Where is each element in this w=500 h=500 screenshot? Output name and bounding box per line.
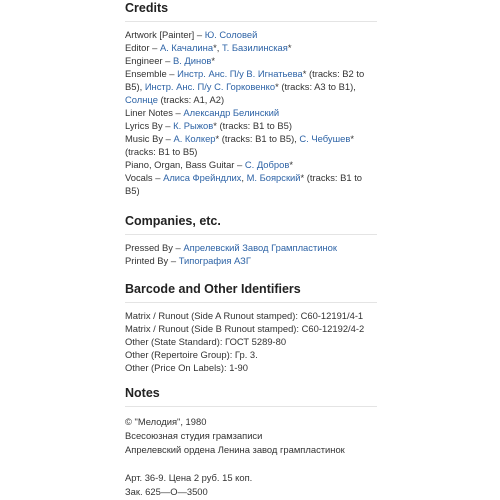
credit-ensemble: Ensemble – Инстр. Анс. П/у В. Игнатьева* (tracks: B2 to (125, 68, 365, 79)
credits-section (125, 0, 377, 197)
barcodes-section (125, 281, 377, 374)
artist-link[interactable]: Инстр. Анс. П/у С. Горковенко (144, 81, 276, 92)
notes-line-blank (125, 457, 377, 471)
credit-piano: Piano, Organ, Bass Guitar – С. Добров* (125, 159, 293, 170)
company-printed: Printed By – Типография АЗГ (125, 255, 251, 266)
artist-link[interactable]: В. Динов (172, 55, 212, 66)
artist-link[interactable]: С. Чебушев (299, 133, 351, 144)
artist-link[interactable]: Т. Базилинская (221, 42, 288, 53)
credit-music-cont: (tracks: B1 to B5) (125, 146, 198, 157)
barcodes-heading: Barcode and Other Identifiers (125, 282, 301, 296)
artist-link[interactable]: М. Боярский (246, 172, 301, 183)
artist-link[interactable]: Ю. Соловей (204, 29, 258, 40)
artist-link[interactable]: А. Колкер (173, 133, 216, 144)
artist-link[interactable]: Инстр. Анс. П/у В. Игнатьева (177, 68, 303, 79)
credit-vocals-cont: B5) (125, 185, 140, 196)
identifier-line: Other (State Standard): ГОСТ 5289-80 (125, 336, 287, 347)
credit-lyrics: Lyrics By – К. Рыжов* (tracks: B1 to B5) (125, 120, 292, 131)
credit-ensemble-cont: Солнце (tracks: A1, A2) (125, 94, 225, 105)
divider (125, 406, 377, 407)
artist-link[interactable]: А. Качалина (159, 42, 214, 53)
company-link[interactable]: Апрелевский Завод Грампластинок (183, 242, 337, 253)
notes-section (125, 385, 377, 499)
identifier-line: Matrix / Runout (Side B Runout stamped): C60-12192/4-2 (125, 323, 365, 334)
identifier-line: Matrix / Runout (Side A Runout stamped): C60-12191/4-1 (125, 310, 364, 321)
notes-line: Апрелевский ордена Ленина завод грампластинок (125, 444, 345, 455)
divider (125, 234, 377, 235)
credit-editor: Editor – А. Качалина*, Т. Базилинская* (125, 42, 292, 53)
artist-link[interactable]: Александр Белинский (183, 107, 280, 118)
notes-heading: Notes (125, 386, 160, 400)
artist-link[interactable]: Алиса Фрейндлих (163, 172, 242, 183)
credit-vocals: Vocals – Алиса Фрейндлих, М. Боярский* (tracks: B1 to (125, 172, 363, 183)
artist-link[interactable]: С. Добров (244, 159, 290, 170)
identifier-line: Other (Repertoire Group): Гр. 3. (125, 349, 258, 360)
notes-line: Всесоюзная студия грамзаписи (125, 430, 263, 441)
companies-section (125, 213, 377, 267)
artist-link[interactable]: К. Рыжов (173, 120, 214, 131)
credit-artwork: Artwork [Painter] – Ю. Соловей (125, 29, 258, 40)
credit-engineer: Engineer – В. Динов* (125, 55, 216, 66)
divider (125, 21, 377, 22)
identifier-line: Other (Price On Labels): 1-90 (125, 362, 248, 373)
company-pressed: Pressed By – Апрелевский Завод Грампластинок (125, 242, 337, 253)
credit-liner-notes: Liner Notes – Александр Белинский (125, 107, 280, 118)
credits-heading: Credits (125, 1, 169, 15)
notes-line: Зак. 625—О—3500 (125, 486, 208, 497)
divider (125, 302, 377, 303)
company-link[interactable]: Типография АЗГ (178, 255, 251, 266)
credit-music: Music By – А. Колкер* (tracks: B1 to B5), С. Чебушев* (125, 133, 354, 144)
credit-ensemble-cont: B5), Инстр. Анс. П/у С. Горковенко* (tracks: A3 to B1), (125, 81, 356, 92)
companies-heading: Companies, etc. (125, 214, 221, 228)
notes-line: © "Мелодия", 1980 (125, 416, 207, 427)
artist-link[interactable]: Солнце (125, 94, 158, 105)
notes-line: Арт. 36-9. Цена 2 руб. 15 коп. (125, 472, 253, 483)
